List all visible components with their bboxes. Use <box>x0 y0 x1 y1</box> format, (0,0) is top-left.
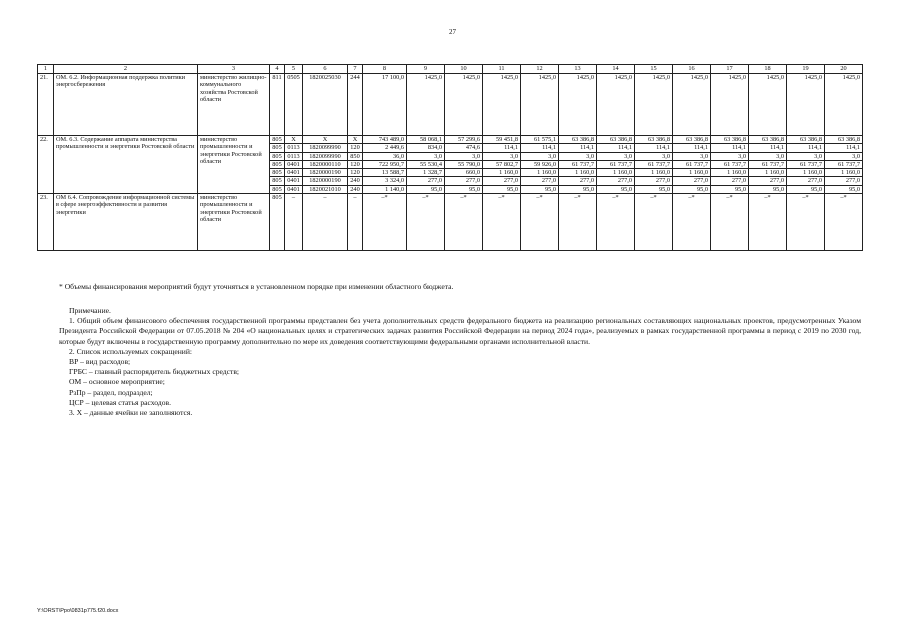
year-value: –* <box>749 194 787 251</box>
header-cell: 14 <box>597 65 635 74</box>
year-value: 1 160,0 <box>825 169 863 177</box>
budget-table <box>37 64 863 251</box>
header-cell: 13 <box>559 65 597 74</box>
year-value: 3,0 <box>445 152 483 160</box>
year-value: 63 386,8 <box>787 136 825 144</box>
header-cell: 5 <box>285 65 303 74</box>
abbreviation-item: ГРБС – главный распорядитель бюджетных средств; <box>69 367 240 377</box>
header-cell: 8 <box>363 65 407 74</box>
vr-code: 240 <box>348 185 363 193</box>
table-row-23 <box>38 194 863 251</box>
year-value: 1425,0 <box>749 74 787 136</box>
grbs-code: 805 <box>270 152 285 160</box>
row-number: 23. <box>38 194 54 251</box>
year-value: –* <box>635 194 673 251</box>
table-header-row <box>38 65 863 74</box>
csr-code: 1820099990 <box>303 152 348 160</box>
year-value: 57 802,7 <box>483 160 521 168</box>
rzpr-code: 0401 <box>285 177 303 185</box>
year-value: 3,0 <box>711 152 749 160</box>
csr-code: Х <box>303 136 348 144</box>
header-cell: 2 <box>54 65 198 74</box>
footnote: * Объемы финансирования мероприятий будут уточняться в установленном порядке при изменении областного бюджета. <box>59 282 454 291</box>
year-value: 1 160,0 <box>711 169 749 177</box>
vr-code: Х <box>348 136 363 144</box>
year-value: 3,0 <box>521 152 559 160</box>
vr-code: 850 <box>348 152 363 160</box>
notes-section <box>59 306 861 418</box>
rzpr-code: 0113 <box>285 144 303 152</box>
year-value: 834,0 <box>407 144 445 152</box>
year-value: 277,0 <box>787 177 825 185</box>
year-value: 1425,0 <box>787 74 825 136</box>
year-value: 61 737,7 <box>787 160 825 168</box>
year-value: 95,0 <box>483 185 521 193</box>
header-cell: 6 <box>303 65 348 74</box>
header-cell: 16 <box>673 65 711 74</box>
note-3: 3. Х – данные ячейки не заполняются. <box>69 408 193 418</box>
file-path: Y:\ORST\Ppo\0831p775.f20.docx <box>37 608 119 614</box>
year-value: –* <box>787 194 825 251</box>
year-value: 61 737,7 <box>825 160 863 168</box>
total-value: 3 324,0 <box>363 177 407 185</box>
vr-code: – <box>348 194 363 251</box>
total-value: 722 950,7 <box>363 160 407 168</box>
year-value: 3,0 <box>749 152 787 160</box>
year-value: 95,0 <box>635 185 673 193</box>
measure-name: ОМ. 6.2. Информационная поддержка политики энергосбережения <box>54 74 198 136</box>
header-cell: 3 <box>198 65 270 74</box>
note-1: 1. Общий объем финансового обеспечения государственной программы представлен без учета дополнительных средств федерального бюджета на реализацию региональных составляющих национальных проектов, предусмотренных Указом Президента Российской Федерации от 07.05.2018 № 204 «О национальных целях и стратегических задачах развития Российской Федерации на период 2024 года», реализуемых в рамках государственной программы в период с 2019 по 2030 год, которые будут включены в государственную программу дополнительно по мере их доведения соответствующими федеральными органами исполнительной власти. <box>59 316 861 346</box>
header-cell: 10 <box>445 65 483 74</box>
year-value: 114,1 <box>559 144 597 152</box>
year-value: 114,1 <box>597 144 635 152</box>
measure-name: ОМ 6.4. Сопровождение информационной системы в сфере энергоэффективности и развития энергетики <box>54 194 198 251</box>
year-value: 1425,0 <box>521 74 559 136</box>
year-value: 277,0 <box>445 177 483 185</box>
year-value: 95,0 <box>559 185 597 193</box>
year-value: 1 160,0 <box>673 169 711 177</box>
year-value: 95,0 <box>521 185 559 193</box>
year-value: 3,0 <box>673 152 711 160</box>
year-value: –* <box>483 194 521 251</box>
abbreviation-item: ЦСР – целевая статья расходов. <box>69 397 172 407</box>
header-cell: 7 <box>348 65 363 74</box>
year-value: 3,0 <box>787 152 825 160</box>
year-value: –* <box>445 194 483 251</box>
notes-title: Примечание. <box>69 306 111 315</box>
vr-code: 120 <box>348 144 363 152</box>
year-value: 1425,0 <box>597 74 635 136</box>
year-value: –* <box>559 194 597 251</box>
year-value: 63 386,8 <box>825 136 863 144</box>
year-value: 277,0 <box>483 177 521 185</box>
year-value: 1 160,0 <box>787 169 825 177</box>
table-row-21 <box>38 74 863 136</box>
grbs-code: 805 <box>270 177 285 185</box>
year-value: 95,0 <box>407 185 445 193</box>
year-value: 1 328,7 <box>407 169 445 177</box>
year-value: 114,1 <box>635 144 673 152</box>
year-value: 1425,0 <box>673 74 711 136</box>
year-value: 61 737,7 <box>597 160 635 168</box>
year-value: 95,0 <box>825 185 863 193</box>
year-value: 114,1 <box>825 144 863 152</box>
header-cell: 9 <box>407 65 445 74</box>
row-number: 21. <box>38 74 54 136</box>
year-value: 1425,0 <box>711 74 749 136</box>
year-value: 1 160,0 <box>597 169 635 177</box>
csr-code: 1820021010 <box>303 185 348 193</box>
rzpr-code: 0113 <box>285 152 303 160</box>
grbs-code: 805 <box>270 160 285 168</box>
measure-name: ОМ. 6.3. Содержание аппарата министерства промышленности и энергетики Ростовской области <box>54 136 198 194</box>
year-value: 3,0 <box>597 152 635 160</box>
year-value: 3,0 <box>483 152 521 160</box>
grbs-code: 805 <box>270 194 285 251</box>
year-value: 114,1 <box>483 144 521 152</box>
year-value: 277,0 <box>825 177 863 185</box>
year-value: 1425,0 <box>559 74 597 136</box>
year-value: 1 160,0 <box>749 169 787 177</box>
year-value: 277,0 <box>521 177 559 185</box>
year-value: 63 386,8 <box>673 136 711 144</box>
year-value: –* <box>711 194 749 251</box>
year-value: 95,0 <box>787 185 825 193</box>
year-value: 277,0 <box>749 177 787 185</box>
year-value: 55 530,4 <box>407 160 445 168</box>
year-value: 3,0 <box>407 152 445 160</box>
grbs-code: 805 <box>270 185 285 193</box>
header-cell: 12 <box>521 65 559 74</box>
csr-code: 1820000190 <box>303 169 348 177</box>
year-value: 277,0 <box>673 177 711 185</box>
year-value: 1425,0 <box>635 74 673 136</box>
year-value: 95,0 <box>749 185 787 193</box>
total-value: 17 100,0 <box>363 74 407 136</box>
year-value: 57 299,6 <box>445 136 483 144</box>
year-value: –* <box>825 194 863 251</box>
year-value: 660,0 <box>445 169 483 177</box>
year-value: 95,0 <box>445 185 483 193</box>
year-value: 59 451,8 <box>483 136 521 144</box>
year-value: 1 160,0 <box>559 169 597 177</box>
vr-code: 120 <box>348 169 363 177</box>
grbs-code: 805 <box>270 169 285 177</box>
year-value: 61 737,7 <box>673 160 711 168</box>
year-value: 277,0 <box>711 177 749 185</box>
header-cell: 19 <box>787 65 825 74</box>
year-value: 277,0 <box>559 177 597 185</box>
total-value: 2 449,6 <box>363 144 407 152</box>
year-value: 3,0 <box>825 152 863 160</box>
year-value: –* <box>597 194 635 251</box>
header-cell: 4 <box>270 65 285 74</box>
grbs-name: министерство жилищно-коммунального хозяйства Ростовской области <box>198 74 270 136</box>
year-value: 1425,0 <box>825 74 863 136</box>
grbs-code: 805 <box>270 136 285 144</box>
year-value: 61 737,7 <box>749 160 787 168</box>
year-value: 59 926,0 <box>521 160 559 168</box>
abbreviation-item: РзПр – раздел, подраздел; <box>69 387 153 397</box>
header-cell: 15 <box>635 65 673 74</box>
year-value: 55 790,0 <box>445 160 483 168</box>
total-value: 36,0 <box>363 152 407 160</box>
rzpr-code: Х <box>285 136 303 144</box>
year-value: 114,1 <box>787 144 825 152</box>
total-value: –* <box>363 194 407 251</box>
abbreviation-item: ВР – вид расходов; <box>69 357 131 367</box>
year-value: 474,6 <box>445 144 483 152</box>
year-value: 63 386,8 <box>559 136 597 144</box>
rzpr-code: 0505 <box>285 74 303 136</box>
abbreviation-item: ОМ – основное мероприятие; <box>69 377 165 387</box>
year-value: 277,0 <box>407 177 445 185</box>
year-value: 63 386,8 <box>635 136 673 144</box>
vr-code: 244 <box>348 74 363 136</box>
grbs-name: министерство промышленности и энергетики Ростовской области <box>198 194 270 251</box>
row-number: 22. <box>38 136 54 194</box>
header-cell: 1 <box>38 65 54 74</box>
grbs-name: министерство промышленности и энергетики Ростовской области <box>198 136 270 194</box>
year-value: 63 386,8 <box>749 136 787 144</box>
year-value: 58 068,1 <box>407 136 445 144</box>
year-value: 1425,0 <box>483 74 521 136</box>
header-cell: 11 <box>483 65 521 74</box>
year-value: 61 737,7 <box>559 160 597 168</box>
vr-code: 120 <box>348 160 363 168</box>
year-value: 3,0 <box>635 152 673 160</box>
page-number: 27 <box>449 28 456 36</box>
vr-code: 240 <box>348 177 363 185</box>
year-value: 63 386,8 <box>597 136 635 144</box>
year-value: 61 575,1 <box>521 136 559 144</box>
header-cell: 17 <box>711 65 749 74</box>
year-value: 114,1 <box>521 144 559 152</box>
year-value: 1425,0 <box>407 74 445 136</box>
year-value: 277,0 <box>597 177 635 185</box>
year-value: 114,1 <box>673 144 711 152</box>
total-value: 13 588,7 <box>363 169 407 177</box>
year-value: –* <box>521 194 559 251</box>
csr-code: 1820025030 <box>303 74 348 136</box>
csr-code: – <box>303 194 348 251</box>
year-value: 95,0 <box>597 185 635 193</box>
year-value: 95,0 <box>711 185 749 193</box>
year-value: 1 160,0 <box>521 169 559 177</box>
year-value: 277,0 <box>635 177 673 185</box>
year-value: 63 386,8 <box>711 136 749 144</box>
header-cell: 18 <box>749 65 787 74</box>
csr-code: 1820000110 <box>303 160 348 168</box>
year-value: 61 737,7 <box>635 160 673 168</box>
year-value: –* <box>407 194 445 251</box>
grbs-code: 805 <box>270 144 285 152</box>
rzpr-code: 0401 <box>285 185 303 193</box>
rzpr-code: 0401 <box>285 169 303 177</box>
year-value: 3,0 <box>559 152 597 160</box>
csr-code: 1820099990 <box>303 144 348 152</box>
table-row-22 <box>38 136 863 144</box>
rzpr-code: – <box>285 194 303 251</box>
year-value: 1425,0 <box>445 74 483 136</box>
year-value: 114,1 <box>711 144 749 152</box>
year-value: 1 160,0 <box>635 169 673 177</box>
rzpr-code: 0401 <box>285 160 303 168</box>
total-value: 1 140,0 <box>363 185 407 193</box>
total-value: 743 489,0 <box>363 136 407 144</box>
header-cell: 20 <box>825 65 863 74</box>
grbs-code: 811 <box>270 74 285 136</box>
year-value: 61 737,7 <box>711 160 749 168</box>
year-value: 95,0 <box>673 185 711 193</box>
csr-code: 1820000190 <box>303 177 348 185</box>
year-value: –* <box>673 194 711 251</box>
year-value: 1 160,0 <box>483 169 521 177</box>
note-2: 2. Список используемых сокращений: <box>69 346 193 356</box>
year-value: 114,1 <box>749 144 787 152</box>
